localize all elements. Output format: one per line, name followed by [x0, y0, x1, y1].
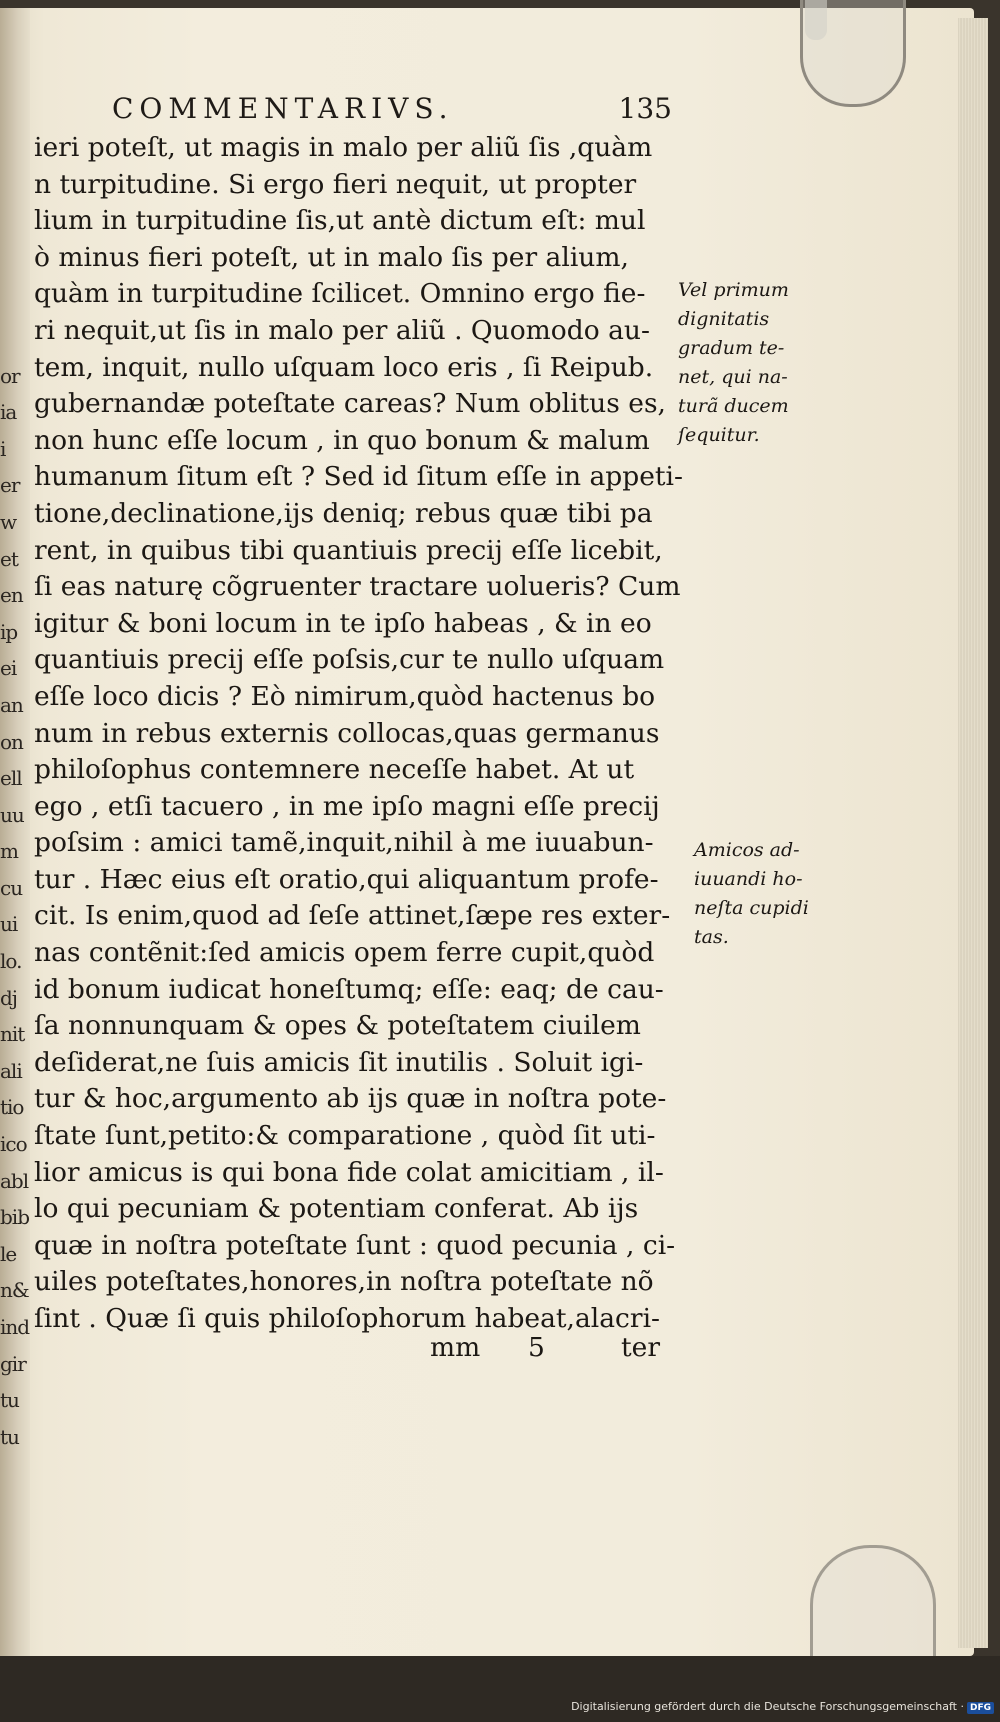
running-header	[112, 92, 672, 130]
running-title: COMMENTARIVS.	[112, 92, 454, 125]
text-line: num in rebus externis collocas,quas germanus	[34, 717, 660, 749]
text-line: deſiderat,ne ſuis amicis ſit inutilis . Soluit igi-	[34, 1046, 644, 1078]
text-line: lium in turpitudine ſis,ut antè dictum eſt: mul	[34, 205, 646, 237]
facing-page-fragment	[0, 248, 30, 285]
note-line: iuuandi ho-	[694, 868, 803, 890]
facing-page-fragment: lo.	[0, 949, 22, 974]
text-line: ſa nonnunquam & opes & poteſtatem ciuilem	[34, 1010, 641, 1042]
facing-page-fragment: tio	[0, 1095, 24, 1120]
marginal-note-dignitatis	[678, 276, 789, 450]
facing-page-fragment: i	[0, 436, 6, 461]
catchword: ter	[621, 1332, 660, 1363]
facing-page-fragment: tu	[0, 1424, 19, 1449]
facing-page-fragment: bib	[0, 1205, 30, 1230]
facing-page-fragment: ico	[0, 1132, 27, 1157]
note-line: dignitatis	[678, 308, 770, 330]
text-line: n turpitudine. Si ergo fieri nequit, ut propter	[34, 168, 637, 200]
text-line: ſi eas naturę cõgruenter tractare uolueris? Cum	[34, 571, 681, 603]
facing-page-fragment	[0, 284, 30, 321]
text-line: quàm in turpitudine ſcilicet. Omnino ergo fie-	[34, 278, 646, 310]
text-line: ri nequit,ut ſis in malo per aliũ . Quomodo au-	[34, 314, 650, 346]
facing-page-fragment: ei	[0, 656, 17, 681]
text-line: nas contẽnit:ſed amicis opem ferre cupit,quòd	[34, 937, 655, 969]
facing-page-fragment: en	[0, 583, 23, 608]
note-line: ſequitur.	[678, 424, 760, 446]
text-line: quæ in noſtra poteſtate ſunt : quod pecunia , ci-	[34, 1229, 676, 1261]
credit-text: Digitalisierung gefördert durch die Deutsche Forschungsgemeinschaft ·	[571, 1700, 964, 1713]
scan-bottom-band	[0, 1656, 1000, 1722]
text-line: eſſe loco dicis ? Eò nimirum,quòd hactenus bo	[34, 680, 656, 712]
text-line: ſtate ſunt,petito:& comparatione , quòd ſit uti-	[34, 1120, 656, 1152]
facing-page-fragment: uu	[0, 802, 24, 827]
digitization-credit	[571, 1700, 994, 1714]
facing-page-fragment: w	[0, 509, 17, 534]
facing-page-text	[0, 138, 30, 1455]
facing-page-fragment: le	[0, 1241, 17, 1266]
signature-mark: mm	[430, 1332, 481, 1363]
text-line: cit. Is enim,quod ad ſeſe attinet,ſæpe res exter-	[34, 900, 671, 932]
facing-page-fragment	[0, 321, 30, 358]
text-line: tur & hoc,argumento ab ijs quæ in noſtra pote-	[34, 1083, 667, 1115]
text-line: lior amicus is qui bona fide colat amicitiam , il-	[34, 1156, 664, 1188]
facing-page-fragment	[0, 211, 30, 248]
text-line: lo qui pecuniam & potentiam conferat. Ab ijs	[34, 1193, 639, 1225]
facing-page-fragment: ip	[0, 619, 18, 644]
note-line: Amicos ad-	[694, 839, 800, 861]
facing-page-fragment: or	[0, 363, 20, 388]
text-line: gubernandæ poteſtate careas? Num oblitus es,	[34, 388, 666, 420]
text-line: ieri poteſt, ut magis in malo per aliũ ſis ,quàm	[34, 132, 653, 163]
facing-page-fragment: an	[0, 692, 23, 717]
note-line: neſta cupidi	[694, 897, 809, 919]
facing-page-edge	[0, 8, 30, 1656]
text-line: ſint . Quæ ſi quis philoſophorum habeat,alacri-	[34, 1303, 660, 1334]
facing-page-fragment: er	[0, 473, 20, 498]
text-line: tem, inquit, nullo uſquam loco eris , ſi Reipub.	[34, 351, 654, 383]
facing-page-fragment: ell	[0, 766, 22, 791]
facing-page-fragment: nit	[0, 1022, 25, 1047]
facing-page-fragment: ui	[0, 912, 18, 937]
text-line: rent, in quibus tibi quantiuis precij eſſe licebit,	[34, 534, 663, 566]
facing-page-fragment: cu	[0, 875, 23, 900]
text-line: quantiuis precij eſſe poſsis,cur te nullo uſquam	[34, 644, 665, 676]
text-line: humanum ſitum eſt ? Sed id ſitum eſſe in appeti-	[34, 461, 683, 493]
facing-page-fragment: dj	[0, 985, 18, 1010]
note-line: tas.	[694, 926, 729, 948]
note-line: gradum te-	[678, 337, 785, 359]
signature-number: 5	[528, 1332, 545, 1363]
facing-page-fragment: et	[0, 546, 18, 571]
note-line: net, qui na-	[678, 366, 788, 388]
text-line: tur . Hæc eius eſt oratio,qui aliquantum profe-	[34, 863, 659, 895]
facing-page-fragment: m	[0, 839, 18, 864]
page-number: 135	[618, 92, 672, 125]
text-line: ò minus fieri poteſt, ut in malo ſis per alium,	[34, 241, 629, 273]
facing-page-fragment: tu	[0, 1388, 19, 1413]
signature-line	[430, 1332, 660, 1368]
facing-page-fragment: ali	[0, 1058, 22, 1083]
facing-page-fragment	[0, 138, 30, 175]
facing-page-fragment	[0, 175, 30, 212]
facing-page-fragment: gir	[0, 1351, 26, 1376]
text-line: igitur & boni locum in te ipſo habeas , & in eo	[34, 607, 652, 639]
marginal-note-amicos	[694, 836, 809, 952]
text-line: tione,declinatione,ijs deniq; rebus quæ tibi pa	[34, 497, 653, 529]
text-line: poſsim : amici tamẽ,inquit,nihil à me iuuabun-	[34, 827, 654, 859]
text-line: non hunc eſſe locum , in quo bonum & malum	[34, 424, 650, 456]
facing-page-fragment: ia	[0, 400, 17, 425]
top-clip-tab	[805, 0, 827, 40]
main-text-block	[34, 130, 683, 1338]
text-line: ego , etſi tacuero , in me ipſo magni eſſe precij	[34, 790, 660, 822]
note-line: Vel primum	[678, 279, 789, 301]
text-line: id bonum iudicat honeſtumq; eſſe: eaq; de cau-	[34, 973, 664, 1005]
note-line: turã ducem	[678, 395, 789, 417]
facing-page-fragment: ind	[0, 1315, 30, 1339]
page-edges	[958, 18, 988, 1648]
text-line: philoſophus contemnere neceſſe habet. At ut	[34, 754, 635, 786]
facing-page-fragment: n&	[0, 1278, 29, 1303]
facing-page-fragment: on	[0, 729, 23, 754]
facing-page-fragment: abl	[0, 1168, 29, 1193]
dfg-logo: DFG	[967, 1702, 994, 1714]
text-line: uiles poteſtates,honores,in noſtra poteſtate nõ	[34, 1266, 654, 1298]
